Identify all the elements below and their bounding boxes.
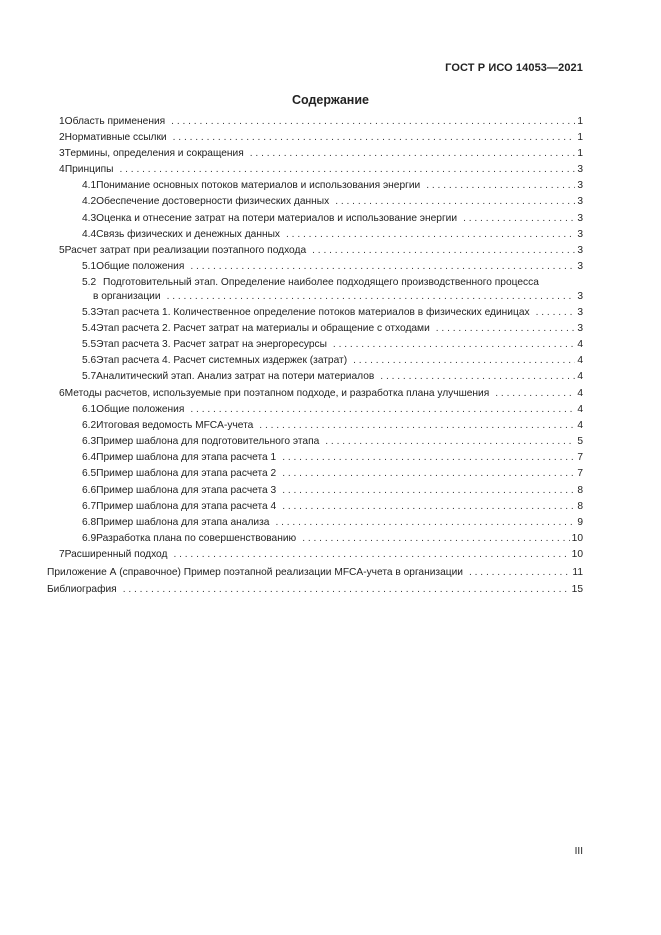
toc-entry-number: 4.3 [82,212,97,224]
toc-entry[interactable] [47,178,583,194]
toc-entry-title: Этап расчета 3. Расчет затрат на энергоресурсы [96,338,327,350]
toc-entry[interactable] [47,353,583,369]
toc-entry-title: Пример шаблона для этапа анализа [96,517,270,528]
toc-entry-title: Этап расчета 4. Расчет системных издержек (затрат) [96,355,348,367]
toc-dot-leader [312,243,575,259]
toc-dot-leader [123,582,570,598]
toc-dot-leader [335,194,575,210]
toc-entry[interactable] [47,243,583,259]
toc-dot-leader [282,483,575,499]
toc-entry-title: Подготовительный этап. Определение наиболее подходящего производственного процесса [103,277,539,289]
toc-entry[interactable] [47,162,583,178]
toc-entry-page: 4 [577,387,583,399]
toc-entry-title: Пример шаблона для этапа расчета 1 [96,452,277,464]
toc-dot-leader [463,211,575,227]
toc-entry-number: 6.8 [82,517,97,528]
toc-entry[interactable] [47,483,583,499]
toc-entry-title: Библиография [47,583,117,595]
toc-entry-number: 6.9 [82,533,97,545]
toc-entry[interactable] [47,194,583,210]
toc-entry-page: 10 [571,549,583,561]
toc-entry-title: Общие положения [96,403,185,415]
toc-dot-leader [190,402,575,418]
toc-entry-title: Приложение А (справочное) Пример поэтапной реализации MFCA-учета в организации [47,566,463,578]
toc-entry[interactable] [47,130,583,146]
toc-entry-title-continuation: в организации [92,291,161,303]
toc-entry-number: 6.5 [82,468,97,480]
toc-entry-page: 7 [577,452,583,464]
toc-entry[interactable] [47,321,583,337]
toc-entry-page: 4 [577,371,583,383]
toc-dot-leader [469,565,570,581]
toc-entry-page: 3 [577,196,583,208]
toc-entry[interactable] [47,565,583,581]
toc-entry-page: 3 [577,164,583,176]
toc-entry-title: Этап расчета 2. Расчет затрат на материалы и обращение с отходами [96,322,430,334]
toc-title: Содержание [291,93,369,107]
toc-dot-leader [380,369,575,385]
toc-entry-number: 6.6 [82,484,97,496]
toc-entry[interactable] [47,418,583,434]
toc-entry[interactable] [47,305,583,321]
toc-dot-leader [325,434,575,450]
toc-entry-number: 6.1 [82,403,97,415]
toc-entry-number: 5.7 [82,371,97,383]
toc-entry-page: 4 [577,338,583,350]
toc-dot-leader [333,337,575,353]
toc-entry-number: 6.4 [82,452,97,464]
toc-dot-leader [436,321,576,337]
toc-entry-number: 6.2 [82,419,97,431]
toc-entry-title: Методы расчетов, используемые при поэтапном подходе, и разработка плана улучшения [64,387,490,399]
toc-entry-title: Общие положения [96,261,185,273]
toc-entry-page: 15 [571,583,583,595]
toc-entry[interactable] [47,515,583,531]
toc-entry-page: 9 [577,517,583,528]
toc-entry-number: 2 [59,131,65,143]
toc-dot-leader [282,466,575,482]
toc-entry-title: Этап расчета 1. Количественное определение потоков материалов в физических единицах [96,306,530,318]
toc-entry-number: 6.7 [82,500,97,512]
toc-entry-title: Расчет затрат при реализации поэтапного подхода [64,245,307,256]
toc-entry-title: Область применения [64,115,166,127]
toc-entry[interactable] [47,386,583,402]
toc-dot-leader [302,531,569,547]
toc-entry-number: 4.2 [82,196,97,208]
toc-entry-number: 4.4 [82,228,97,240]
toc-dot-leader [250,146,576,162]
toc-entry-page: 1 [577,115,583,127]
toc-dot-leader [282,499,575,515]
toc-entry-title: Пример шаблона для подготовительного этапа [96,436,320,448]
toc-entry-number: 5.3 [82,306,97,318]
toc-entry[interactable] [47,402,583,418]
toc-entry-number: 5 [59,245,65,256]
toc-entry-number: 6.3 [82,436,97,448]
toc-entry-page: 4 [577,403,583,415]
toc-dot-leader [282,450,575,466]
toc-entry-page: 7 [577,468,583,480]
toc-entry-number: 5.1 [82,261,97,273]
toc-entry[interactable] [47,146,583,162]
toc-entry-page: 3 [577,245,583,256]
toc-entry-title: Оценка и отнесение затрат на потери материалов и использование энергии [96,212,458,224]
toc-entry-page: 11 [572,566,583,578]
toc-entry[interactable] [47,499,583,515]
toc-entry-page: 3 [577,291,583,303]
toc-entry-title: Разработка плана по совершенствованию [96,533,297,545]
toc-dot-leader [190,259,575,275]
toc-dot-leader [167,290,576,304]
toc-entry-page: 4 [577,355,583,367]
toc-entry-page: 10 [571,533,583,545]
toc-entry-continuation[interactable] [47,290,583,304]
toc-dot-leader [536,305,576,321]
toc-entry-page: 3 [577,212,583,224]
toc-entry[interactable] [47,434,583,450]
toc-entry-page: 3 [577,180,583,192]
toc-dot-leader [173,547,569,563]
toc-entry[interactable] [47,547,583,563]
toc-entry-title: Пример шаблона для этапа расчета 4 [96,500,277,512]
toc-entry-number: 5.2 [82,277,97,289]
toc-entry-title: Связь физических и денежных данных [96,228,280,240]
table-of-contents [47,114,583,598]
toc-entry-page: 1 [577,131,583,143]
toc-entry-title: Аналитический этап. Анализ затрат на потери материалов [96,371,375,383]
toc-entry[interactable] [47,275,583,290]
toc-entry-number: 1 [59,115,65,127]
toc-entry-page: 8 [577,500,583,512]
toc-dot-leader [353,353,575,369]
toc-entry[interactable] [47,582,583,598]
toc-entry-page: 3 [577,228,583,240]
toc-entry-page: 1 [577,147,583,159]
toc-dot-leader [119,162,575,178]
toc-dot-leader [171,114,575,130]
toc-entry[interactable] [47,211,583,227]
toc-entry-number: 3 [59,147,65,159]
toc-entry-title: Пример шаблона для этапа расчета 3 [96,484,277,496]
toc-entry-title: Принципы [64,164,114,176]
toc-dot-leader [173,130,576,146]
toc-entry-page: 8 [577,484,583,496]
toc-dot-leader [259,418,575,434]
toc-entry[interactable] [47,259,583,275]
toc-entry[interactable] [47,114,583,130]
toc-entry-number: 4 [59,164,65,176]
document-designation: ГОСТ Р ИСО 14053—2021 [445,62,583,74]
toc-entry-number: 5.5 [82,338,97,350]
toc-entry-page: 5 [577,436,583,448]
toc-entry[interactable] [47,466,583,482]
toc-entry-number: 7 [59,549,65,561]
toc-entry-page: 3 [577,306,583,318]
toc-dot-leader [286,227,575,243]
page-number: III [574,846,583,857]
toc-entry-page: 3 [577,322,583,334]
toc-dot-leader [275,515,575,531]
toc-entry-title: Пример шаблона для этапа расчета 2 [96,468,277,480]
toc-entry-number: 5.4 [82,322,97,334]
toc-entry[interactable] [47,531,583,547]
toc-entry-number: 5.6 [82,355,97,367]
toc-entry-title: Термины, определения и сокращения [64,147,244,159]
toc-entry[interactable] [47,450,583,466]
toc-dot-leader [426,178,575,194]
toc-entry-title: Понимание основных потоков материалов и использования энергии [96,180,421,192]
toc-entry[interactable] [47,227,583,243]
toc-entry-title: Обеспечение достоверности физических данных [96,196,330,208]
toc-entry-page: 3 [577,261,583,273]
toc-dot-leader [495,386,575,402]
toc-entry-title: Расширенный подход [64,549,168,561]
toc-entry[interactable] [47,369,583,385]
toc-entry-title: Нормативные ссылки [64,131,167,143]
toc-entry-number: 4.1 [82,180,97,192]
toc-entry[interactable] [47,337,583,353]
toc-entry-page: 4 [577,419,583,431]
toc-entry-number: 6 [59,387,65,399]
toc-entry-title: Итоговая ведомость MFCA-учета [96,419,254,431]
